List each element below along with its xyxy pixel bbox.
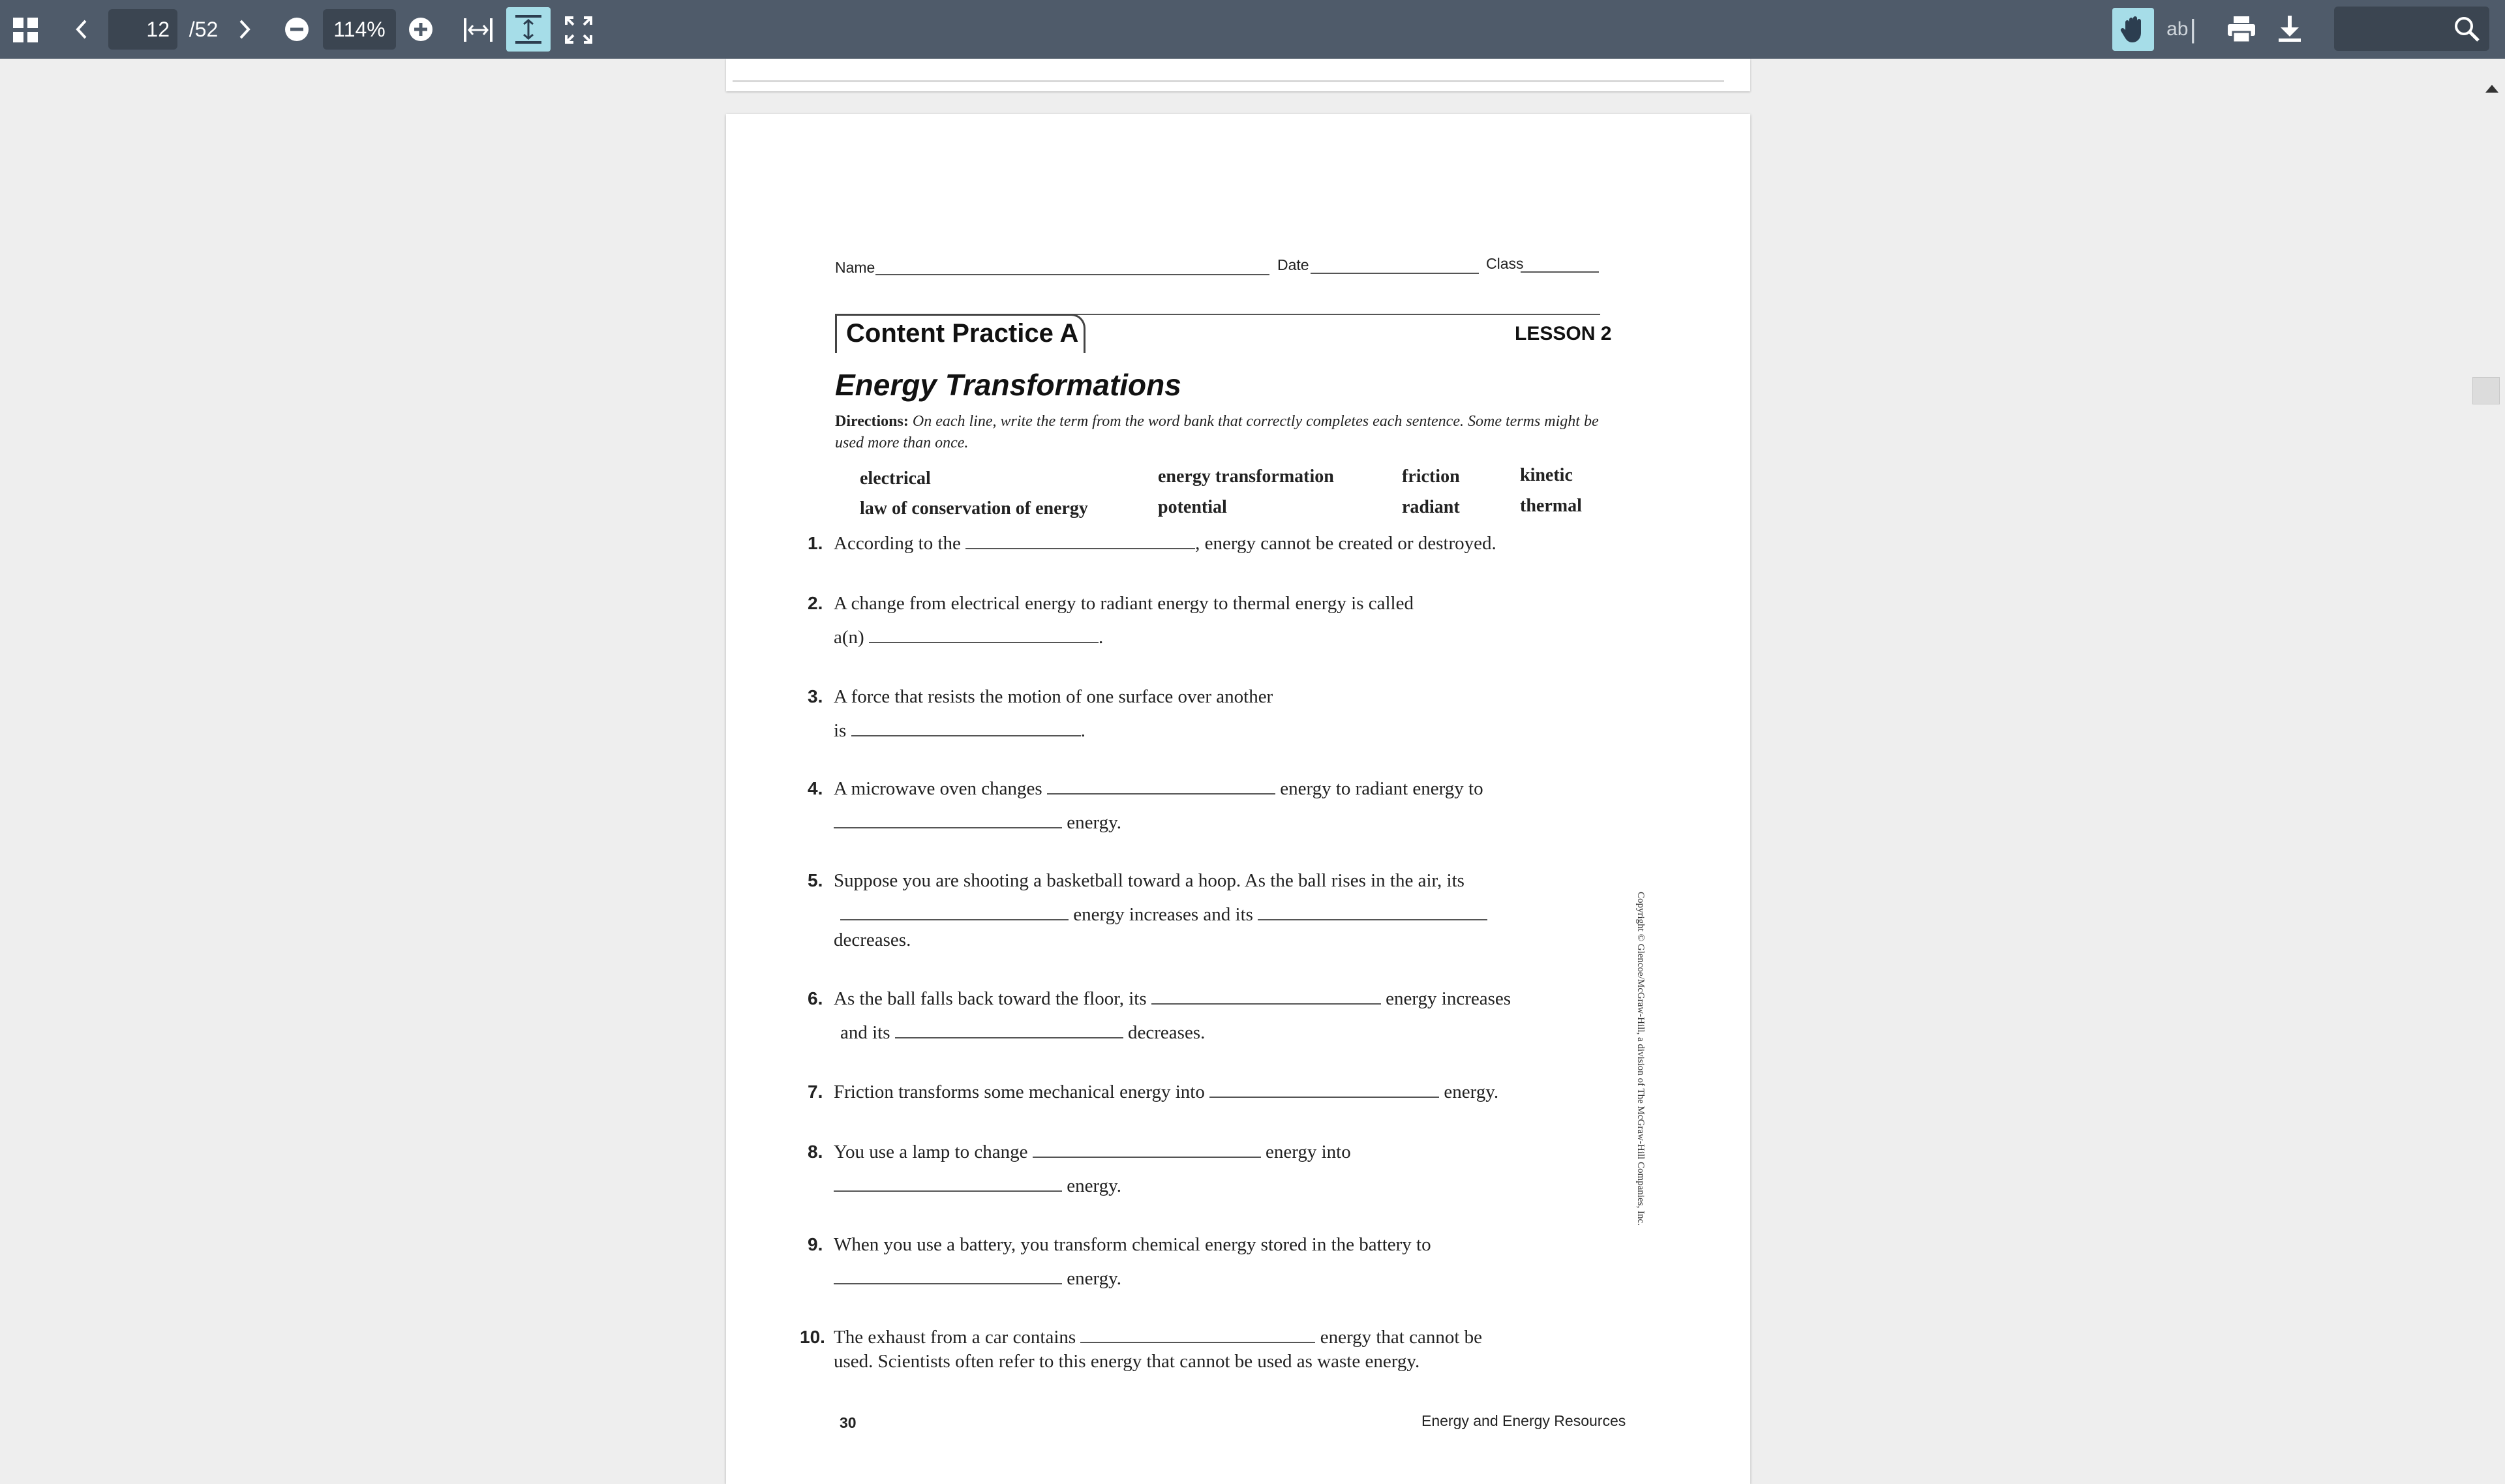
answer-blank[interactable] xyxy=(1209,1096,1439,1098)
question-5 xyxy=(808,869,1465,892)
question-4 xyxy=(808,777,1483,800)
question-2 xyxy=(808,592,1414,615)
question-text: and its xyxy=(840,1022,890,1043)
word-bank-potential: potential xyxy=(1158,497,1227,517)
zoom-level: 114% xyxy=(333,17,386,41)
word-bank-law-of-conservation: law of conservation of energy xyxy=(860,498,1088,519)
date-label: Date xyxy=(1277,256,1309,273)
question-text: energy. xyxy=(1444,1082,1499,1102)
search-icon[interactable] xyxy=(2453,15,2480,42)
question-number: 8. xyxy=(808,1142,823,1162)
answer-blank[interactable] xyxy=(1258,918,1487,920)
footer-title: Energy and Energy Resources xyxy=(1421,1412,1626,1429)
answer-blank[interactable] xyxy=(851,734,1081,736)
question-text: energy. xyxy=(1067,1268,1121,1289)
answer-blank[interactable] xyxy=(840,918,1069,920)
toolbar xyxy=(0,0,2505,59)
zoom-level-field[interactable] xyxy=(323,9,396,50)
question-text: energy to radiant energy to xyxy=(1280,778,1483,799)
chevron-right-icon[interactable] xyxy=(235,18,254,40)
fit-width-icon[interactable] xyxy=(462,16,494,44)
search-input[interactable] xyxy=(2334,7,2489,51)
question-number: 2. xyxy=(808,593,823,613)
question-text: energy. xyxy=(1067,812,1121,833)
question-8 xyxy=(808,1140,1351,1164)
question-text: The exhaust from a car contains xyxy=(834,1327,1076,1348)
question-text: . xyxy=(1080,720,1086,741)
copyright-notice: Copyright © Glencoe/McGraw-Hill, a division of The McGraw-Hill Companies, Inc. xyxy=(1635,892,1646,1226)
question-9-line-2 xyxy=(834,1267,1121,1290)
question-text: is xyxy=(834,720,847,741)
question-text: a(n) xyxy=(834,627,864,648)
lesson-label: LESSON 2 xyxy=(1515,323,1612,344)
question-text: energy that cannot be xyxy=(1320,1327,1483,1348)
question-text: energy. xyxy=(1067,1175,1121,1196)
page-total: /52 xyxy=(189,17,219,41)
question-8-line-2 xyxy=(834,1174,1121,1198)
document-viewer[interactable] xyxy=(0,59,2505,1431)
question-text: Suppose you are shooting a basketball toward a hoop. As the ball rises in the air, its xyxy=(834,870,1465,891)
question-number: 9. xyxy=(808,1234,823,1254)
answer-blank[interactable] xyxy=(834,826,1062,828)
question-text: As the ball falls back toward the floor, its xyxy=(834,988,1147,1009)
question-text: used. Scientists often refer to this energy that cannot be used as waste energy. xyxy=(834,1351,1420,1372)
directions-label: Directions: xyxy=(835,413,909,430)
question-text: , energy cannot be created or destroyed. xyxy=(1195,533,1496,554)
question-7 xyxy=(808,1080,1499,1104)
question-1 xyxy=(808,532,1496,555)
directions-text: On each line, write the term from the word bank that correctly completes each sentence. Some terms might be used more than once. xyxy=(835,413,1599,451)
question-9 xyxy=(808,1233,1431,1256)
chevron-left-icon[interactable] xyxy=(72,18,91,40)
answer-blank[interactable] xyxy=(869,641,1099,643)
answer-blank[interactable] xyxy=(1033,1156,1261,1158)
answer-blank[interactable] xyxy=(1151,1003,1381,1005)
page-number: 30 xyxy=(840,1414,857,1431)
class-label: Class xyxy=(1486,255,1524,272)
question-text: A force that resists the motion of one surface over another xyxy=(834,686,1273,707)
question-number: 4. xyxy=(808,778,823,798)
word-bank-energy-transformation: energy transformation xyxy=(1158,466,1334,487)
fit-page-icon[interactable] xyxy=(506,7,551,52)
pdf-page xyxy=(726,114,1750,1484)
question-number: 5. xyxy=(808,870,823,890)
question-3-line-2 xyxy=(834,719,1086,742)
question-10-line-2 xyxy=(834,1350,1420,1373)
print-icon[interactable] xyxy=(2226,14,2257,44)
word-bank-radiant: radiant xyxy=(1402,497,1460,517)
word-bank-kinetic: kinetic xyxy=(1520,465,1573,485)
question-2-line-2 xyxy=(834,626,1103,649)
worksheet-title: Energy Transformations xyxy=(835,368,1181,402)
question-6-line-2 xyxy=(840,1021,1205,1044)
question-text: When you use a battery, you transform chemical energy stored in the battery to xyxy=(834,1234,1431,1255)
question-text: . xyxy=(1098,627,1104,648)
question-text: decreases. xyxy=(834,930,911,950)
download-icon[interactable] xyxy=(2275,13,2304,44)
question-text: According to the xyxy=(834,533,961,554)
answer-blank[interactable] xyxy=(1080,1341,1315,1343)
question-number: 3. xyxy=(808,686,823,706)
question-3 xyxy=(808,685,1273,708)
question-number: 10. xyxy=(800,1327,825,1347)
name-blank xyxy=(875,274,1269,275)
hand-icon[interactable] xyxy=(2112,8,2154,51)
page-current: 12 xyxy=(146,17,170,41)
question-number: 6. xyxy=(808,988,823,1008)
word-bank-friction: friction xyxy=(1402,466,1460,487)
question-text: decreases. xyxy=(1128,1022,1206,1043)
scroll-up-arrow-icon[interactable] xyxy=(2485,85,2498,93)
page-number-input[interactable] xyxy=(108,9,177,50)
question-4-line-2 xyxy=(834,811,1121,834)
answer-blank[interactable] xyxy=(834,1190,1062,1192)
question-6 xyxy=(808,987,1511,1010)
date-blank xyxy=(1311,273,1479,274)
question-text: A change from electrical energy to radiant energy to thermal energy is called xyxy=(834,593,1414,614)
question-text: energy into xyxy=(1265,1142,1351,1162)
question-text: You use a lamp to change xyxy=(834,1142,1028,1162)
directions xyxy=(835,411,1611,454)
question-text: Friction transforms some mechanical energy into xyxy=(834,1082,1205,1102)
name-label: Name xyxy=(835,259,875,276)
fullscreen-icon[interactable] xyxy=(564,16,594,44)
question-number: 7. xyxy=(808,1082,823,1102)
zoom-in-icon[interactable] xyxy=(408,16,434,42)
question-5-line-2 xyxy=(840,903,1487,926)
zoom-out-icon[interactable] xyxy=(284,16,310,42)
previous-page xyxy=(726,59,1750,91)
section-title: Content Practice A xyxy=(846,319,1079,348)
question-number: 1. xyxy=(808,533,823,553)
answer-blank[interactable] xyxy=(895,1037,1123,1038)
question-10 xyxy=(800,1325,1483,1349)
question-text: energy increases xyxy=(1386,988,1511,1009)
word-bank-electrical: electrical xyxy=(860,468,931,489)
question-5-line-3 xyxy=(834,928,911,952)
question-text: energy increases and its xyxy=(1073,904,1253,925)
grid-icon[interactable] xyxy=(12,16,39,44)
word-bank-thermal: thermal xyxy=(1520,496,1582,516)
answer-blank[interactable] xyxy=(1047,793,1275,795)
question-text: A microwave oven changes xyxy=(834,778,1042,799)
answer-blank[interactable] xyxy=(834,1282,1062,1284)
scrollbar-thumb[interactable] xyxy=(2472,377,2500,404)
answer-blank[interactable] xyxy=(965,547,1195,549)
class-blank xyxy=(1521,271,1599,273)
text-select-icon[interactable]: ab | xyxy=(2166,14,2196,44)
